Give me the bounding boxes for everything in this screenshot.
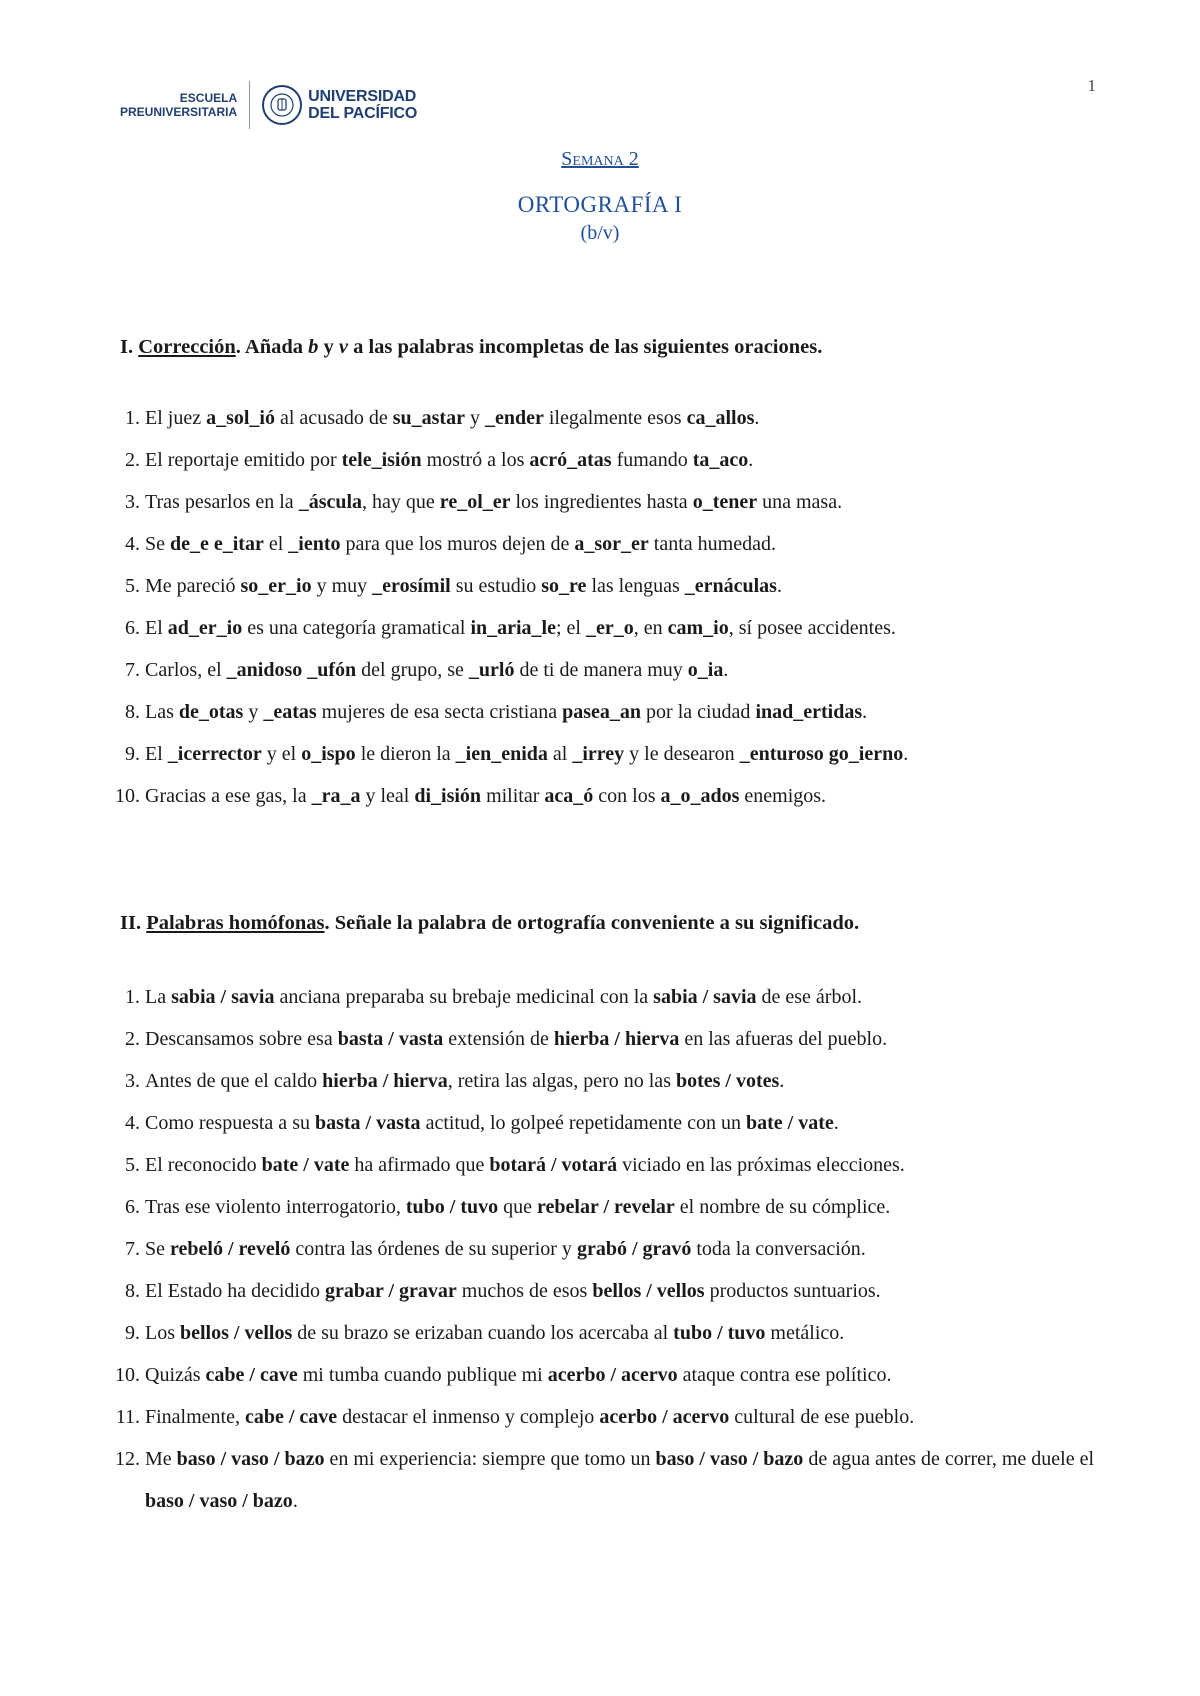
item-text: en mi experiencia: siempre que tomo un — [324, 1448, 656, 1470]
item-text: Antes de que el caldo — [145, 1070, 323, 1092]
item-number: 2. — [125, 449, 140, 471]
target-word: o_ispo — [301, 743, 356, 765]
item-number: 5. — [125, 575, 140, 597]
item-text: mostró a los — [421, 449, 530, 471]
item-text: Me — [145, 1448, 177, 1470]
target-word: o_ia — [687, 659, 724, 681]
list-item — [110, 697, 1100, 739]
item-text: el — [263, 533, 289, 555]
item-text: ilegalmente esos — [543, 407, 687, 429]
item-text: de ese árbol. — [756, 986, 863, 1008]
list-item — [110, 655, 1100, 697]
target-word: de_e e_itar — [170, 533, 264, 555]
item-text: . — [748, 449, 754, 471]
target-word: a_o_ados — [660, 785, 740, 807]
item-text: viciado en las próximas elecciones. — [617, 1154, 905, 1176]
list-item — [110, 976, 1100, 1018]
item-text: y muy — [311, 575, 373, 597]
item-text: al acusado de — [275, 407, 393, 429]
item-number: 5. — [125, 1154, 140, 1176]
target-word: hierba / hierva — [553, 1028, 680, 1050]
item-number: 1. — [125, 986, 140, 1008]
item-text: contra las órdenes de su superior y — [290, 1238, 577, 1260]
item-text: . — [292, 1490, 298, 1512]
list-item — [110, 1102, 1100, 1144]
target-word: rebelar / revelar — [537, 1196, 675, 1218]
target-word: _enturoso go_ierno — [739, 743, 904, 765]
item-text: tanta humedad. — [648, 533, 776, 555]
section-2-name: Palabras homófonas — [146, 912, 325, 934]
section-2-heading — [120, 912, 859, 935]
list-item — [110, 403, 1100, 445]
item-number: 6. — [125, 617, 140, 639]
item-text: , sí posee accidentes. — [728, 617, 896, 639]
list-item — [110, 1144, 1100, 1186]
item-text: . — [862, 701, 868, 723]
logo-text-del-pacifico: DEL PACÍFICO — [308, 105, 418, 122]
target-word: baso / vaso / bazo — [145, 1490, 293, 1512]
target-word: basta / vasta — [337, 1028, 444, 1050]
item-text: Se — [145, 533, 170, 555]
list-item — [110, 1438, 1100, 1522]
item-number: 3. — [125, 1070, 140, 1092]
logo-divider — [249, 81, 250, 129]
target-word: de_otas — [178, 701, 244, 723]
target-word: a_sol_ió — [206, 407, 275, 429]
item-number: 2. — [125, 1028, 140, 1050]
item-text: destacar el inmenso y complejo — [337, 1406, 600, 1428]
item-text: una masa. — [757, 491, 843, 513]
item-text: del grupo, se — [356, 659, 469, 681]
item-text: . — [776, 575, 782, 597]
target-word: bate / vate — [746, 1112, 834, 1134]
target-word: di_isión — [414, 785, 482, 807]
target-word: cam_io — [667, 617, 729, 639]
item-text: muchos de esos — [456, 1280, 593, 1302]
item-number: 8. — [125, 1280, 140, 1302]
item-text: que — [498, 1196, 538, 1218]
target-word: so_re — [541, 575, 587, 597]
target-word: _ender — [484, 407, 544, 429]
university-logo — [120, 78, 417, 132]
item-text: Tras pesarlos en la — [145, 491, 299, 513]
target-word: o_tener — [692, 491, 758, 513]
item-text: mujeres de esa secta cristiana — [316, 701, 563, 723]
item-text: , en — [633, 617, 668, 639]
target-word: pasea_an — [562, 701, 642, 723]
item-text: productos suntuarios. — [704, 1280, 881, 1302]
target-word: _áscula — [298, 491, 363, 513]
target-word: re_ol_er — [439, 491, 511, 513]
target-word: acerbo / acervo — [547, 1364, 678, 1386]
item-number: 3. — [125, 491, 140, 513]
item-text: Carlos, el — [145, 659, 227, 681]
item-text: y — [464, 407, 485, 429]
page-title: ORTOGRAFÍA I — [517, 192, 683, 217]
item-text: El Estado ha decidido — [145, 1280, 325, 1302]
item-number: 4. — [125, 1112, 140, 1134]
item-text: ataque contra ese político. — [677, 1364, 892, 1386]
item-text: mi tumba cuando publique mi — [297, 1364, 548, 1386]
university-seal-icon — [262, 85, 302, 125]
target-word: inad_ertidas — [755, 701, 863, 723]
item-text: Los — [145, 1322, 180, 1344]
target-word: in_aria_le — [470, 617, 556, 639]
logo-text-escuela: ESCUELA — [179, 91, 238, 105]
target-word: cabe / cave — [205, 1364, 298, 1386]
item-text: . — [779, 1070, 785, 1092]
target-word: cabe / cave — [244, 1406, 338, 1428]
target-word: a_sor_er — [574, 533, 649, 555]
item-text: y le desearon — [624, 743, 740, 765]
item-number: 1. — [125, 407, 140, 429]
item-number: 9. — [125, 1322, 140, 1344]
item-text: extensión de — [443, 1028, 554, 1050]
list-item — [110, 1354, 1100, 1396]
item-text: El reconocido — [145, 1154, 262, 1176]
item-text: al — [547, 743, 573, 765]
section-1-heading — [120, 336, 822, 359]
item-number: 7. — [125, 659, 140, 681]
item-text: . — [833, 1112, 839, 1134]
target-word: _ien_enida — [455, 743, 548, 765]
logo-text-preuniversitaria: PREUNIVERSITARIA — [120, 105, 238, 119]
list-item — [110, 1312, 1100, 1354]
item-text: El — [145, 743, 168, 765]
section-1-number: I. — [120, 336, 134, 358]
item-text: Me pareció — [145, 575, 241, 597]
list-item — [110, 445, 1100, 487]
list-item — [110, 613, 1100, 655]
target-word: bellos / vellos — [592, 1280, 705, 1302]
item-text: , retira las algas, pero no las — [447, 1070, 676, 1092]
logo-right-text — [308, 88, 417, 122]
list-item — [110, 487, 1100, 529]
item-text: El reportaje emitido por — [145, 449, 342, 471]
item-text: Gracias a ese gas, la — [145, 785, 312, 807]
target-word: _icerrector — [167, 743, 262, 765]
list-item — [110, 571, 1100, 613]
item-text: el nombre de su cómplice. — [674, 1196, 891, 1218]
target-word: ta_aco — [692, 449, 749, 471]
item-text: actitud, lo golpeé repetidamente con un — [420, 1112, 747, 1134]
item-text: ; el — [555, 617, 586, 639]
item-text: fumando — [611, 449, 693, 471]
item-number: 6. — [125, 1196, 140, 1218]
item-text: y — [243, 701, 264, 723]
section-1-instruction-post: a las palabras incompletas de las siguientes oraciones. — [347, 336, 823, 358]
target-word: tele_isión — [341, 449, 422, 471]
item-text: con los — [593, 785, 661, 807]
target-word: _ra_a — [311, 785, 361, 807]
item-text: Como respuesta a su — [145, 1112, 315, 1134]
list-item — [110, 1396, 1100, 1438]
item-text: Las — [145, 701, 179, 723]
target-word: _ernáculas — [684, 575, 777, 597]
item-number: 4. — [125, 533, 140, 555]
section-2-instruction: . Señale la palabra de ortografía conveniente a su significado. — [324, 912, 860, 934]
item-number: 7. — [125, 1238, 140, 1260]
section-1-letter-b: b — [308, 336, 319, 358]
item-text: El juez — [145, 407, 207, 429]
item-text: . — [723, 659, 729, 681]
list-item — [110, 781, 1100, 823]
section-1-instruction-pre: . Añada — [235, 336, 309, 358]
list-item — [110, 1186, 1100, 1228]
week-heading: Semana 2 — [561, 148, 639, 170]
target-word: basta / vasta — [314, 1112, 421, 1134]
item-text: enemigos. — [739, 785, 827, 807]
target-word: hierba / hierva — [322, 1070, 448, 1092]
item-text: Descansamos sobre esa — [145, 1028, 338, 1050]
item-text: . — [903, 743, 909, 765]
target-word: sabia / savia — [653, 986, 757, 1008]
target-word: baso / vaso / bazo — [176, 1448, 325, 1470]
item-text: Finalmente, — [145, 1406, 245, 1428]
item-text: El — [145, 617, 168, 639]
item-text: para que los muros dejen de — [340, 533, 575, 555]
item-text: en las afueras del pueblo. — [679, 1028, 888, 1050]
item-text: por la ciudad — [641, 701, 756, 723]
section-1-letter-v: v — [338, 336, 348, 358]
list-item — [110, 1060, 1100, 1102]
target-word: tubo / tuvo — [673, 1322, 766, 1344]
target-word: bate / vate — [261, 1154, 350, 1176]
section-1-list — [110, 403, 1100, 823]
item-text: las lenguas — [586, 575, 685, 597]
item-text: de ti de manera muy — [514, 659, 688, 681]
item-text: Se — [145, 1238, 170, 1260]
item-text: Quizás — [145, 1364, 206, 1386]
section-1-name: Corrección — [138, 336, 236, 358]
item-number: 12. — [115, 1448, 140, 1470]
list-item — [110, 1018, 1100, 1060]
target-word: botes / votes — [675, 1070, 780, 1092]
list-item — [110, 529, 1100, 571]
item-number: 8. — [125, 701, 140, 723]
target-word: grabó / gravó — [576, 1238, 692, 1260]
section-2-list — [110, 976, 1100, 1522]
item-text: los ingredientes hasta — [510, 491, 693, 513]
section-2-number: II. — [120, 912, 142, 934]
item-number: 9. — [125, 743, 140, 765]
item-text: anciana preparaba su brebaje medicinal con la — [274, 986, 654, 1008]
target-word: rebeló / reveló — [170, 1238, 291, 1260]
item-number: 10. — [115, 1364, 140, 1386]
target-word: ca_allos — [686, 407, 755, 429]
target-word: bellos / vellos — [180, 1322, 293, 1344]
target-word: aca_ó — [544, 785, 594, 807]
page-subtitle: (b/v) — [580, 222, 620, 244]
item-text: cultural de ese pueblo. — [729, 1406, 915, 1428]
item-text: es una categoría gramatical — [242, 617, 471, 639]
target-word: so_er_io — [240, 575, 312, 597]
item-text: su estudio — [450, 575, 542, 597]
target-word: acró_atas — [529, 449, 612, 471]
item-text: le dieron la — [355, 743, 456, 765]
item-text: , hay que — [362, 491, 440, 513]
target-word: _iento — [288, 533, 341, 555]
item-text: toda la conversación. — [691, 1238, 866, 1260]
section-1-and: y — [318, 336, 339, 358]
target-word: _erosímil — [372, 575, 451, 597]
logo-text-universidad: UNIVERSIDAD — [308, 88, 417, 105]
target-word: sabia / savia — [171, 986, 275, 1008]
item-text: . — [754, 407, 760, 429]
item-text: militar — [481, 785, 545, 807]
item-text: metálico. — [765, 1322, 845, 1344]
item-text: y leal — [360, 785, 415, 807]
list-item — [110, 1228, 1100, 1270]
item-text: Tras ese violento interrogatorio, — [145, 1196, 406, 1218]
list-item — [110, 739, 1100, 781]
item-text: y el — [261, 743, 302, 765]
list-item — [110, 1270, 1100, 1312]
target-word: baso / vaso / bazo — [655, 1448, 804, 1470]
logo-left-text — [120, 91, 237, 119]
page-number: 1 — [1087, 76, 1096, 95]
target-word: _anidoso _ufón — [226, 659, 357, 681]
item-text: ha afirmado que — [349, 1154, 490, 1176]
item-number: 11. — [115, 1406, 140, 1428]
target-word: grabar / gravar — [324, 1280, 457, 1302]
target-word: acerbo / acervo — [599, 1406, 730, 1428]
target-word: ad_er_io — [167, 617, 243, 639]
target-word: su_astar — [392, 407, 465, 429]
target-word: _er_o — [585, 617, 634, 639]
item-text: de agua antes de correr, me duele el — [803, 1448, 1095, 1470]
target-word: tubo / tuvo — [405, 1196, 499, 1218]
target-word: _eatas — [263, 701, 317, 723]
target-word: _urló — [468, 659, 515, 681]
item-number: 10. — [115, 785, 140, 807]
item-text: de su brazo se erizaban cuando los acercaba al — [292, 1322, 674, 1344]
target-word: _irrey — [572, 743, 625, 765]
target-word: botará / votará — [489, 1154, 618, 1176]
item-text: La — [145, 986, 172, 1008]
